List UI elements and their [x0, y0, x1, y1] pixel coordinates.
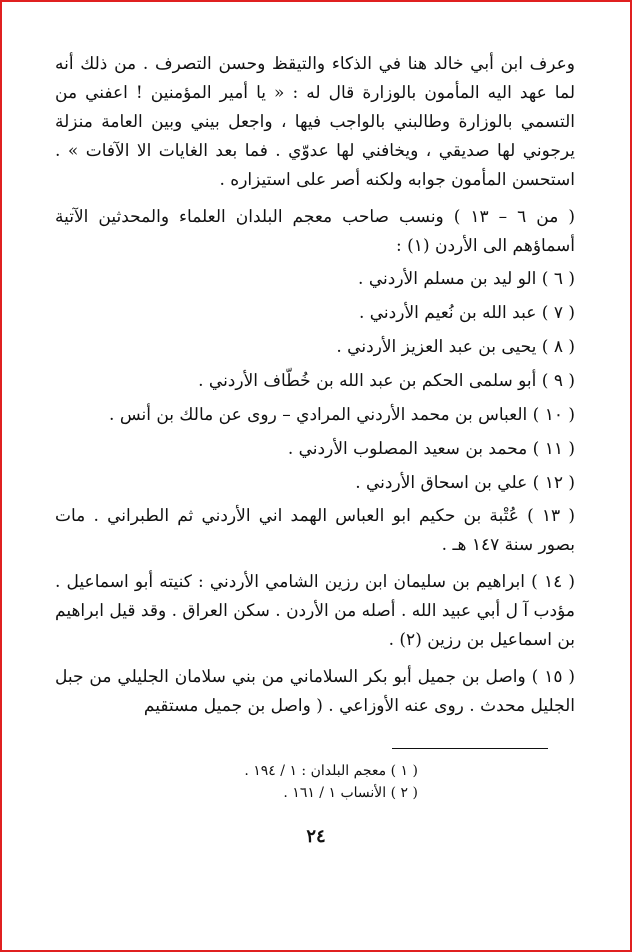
- list-item: ( ١٣ ) عُتْبة بن حكيم ابو العباس الهمد اني الأردني ثم الطبراني . مات بصور سنة ١٤٧ هـ .: [55, 506, 575, 555]
- list-item: ( ٧ ) عبد الله بن نُعيم الأردني .: [358, 303, 575, 323]
- footnote-divider: [392, 748, 548, 749]
- section-intro: ( من ٦ – ١٣ ) ونسب صاحب معجم البلدان العلماء والمحدثين الآتية أسماؤهم الى الأردن (١) :: [55, 207, 575, 256]
- list-item: ( ٦ ) الو ليد بن مسلم الأردني .: [358, 269, 575, 289]
- footnote: ( ١ ) معجم البلدان : ١ / ١٩٤ .: [244, 763, 418, 779]
- intro-paragraph: وعرف ابن أبي خالد هنا في الذكاء والتيقظ وحسن التصرف . من ذلك أنه لما عهد اليه المأمون بالوزارة قال له : « يا أمير المؤمنين ! اعفني من التسمي بالوزارة وطالبني بالواجب فيها ، واجعل بيني وبين العامة منزلة يرجوني لها صديقي ، ويخافني لها عدوّي . فما بعد الغايات الا الآفات » . استحسن المأمون جوابه ولكنه أصر على استيزاره .: [55, 54, 575, 190]
- list-item: ( ٨ ) يحيى بن عبد العزيز الأردني .: [336, 337, 575, 357]
- page-number: ٢٤: [306, 826, 326, 847]
- footnote: ( ٢ ) الأنساب ١ / ١٦١ .: [283, 785, 418, 801]
- page-body: [55, 50, 575, 721]
- list-item: ( ١١ ) محمد بن سعيد المصلوب الأردني .: [287, 439, 575, 459]
- item-15: ( ١٥ ) واصل بن جميل أبو بكر السلاماني من بني سلامان الجليلي من جبل الجليل محدث . روى عنه الأوزاعي . ( واصل بن جميل مستقيم: [55, 667, 576, 716]
- list-item: ( ١٢ ) علي بن اسحاق الأردني .: [355, 473, 575, 493]
- item-14: ( ١٤ ) ابراهيم بن سليمان ابن رزين الشامي الأردني : كنيته أبو اسماعيل . مؤدب آ ل أبي عبيد الله . أصله من الأردن . سكن العراق . وقد قيل ابراهيم بن اسماعيل بن رزين (٢) .: [55, 572, 575, 650]
- list-item: ( ٩ ) أبو سلمى الحكم بن عبد الله بن خُطّاف الأردني .: [198, 371, 575, 391]
- footnotes: [60, 748, 548, 804]
- list-item: ( ١٠ ) العباس بن محمد الأردني المرادي – روى عن مالك بن أنس .: [109, 405, 575, 425]
